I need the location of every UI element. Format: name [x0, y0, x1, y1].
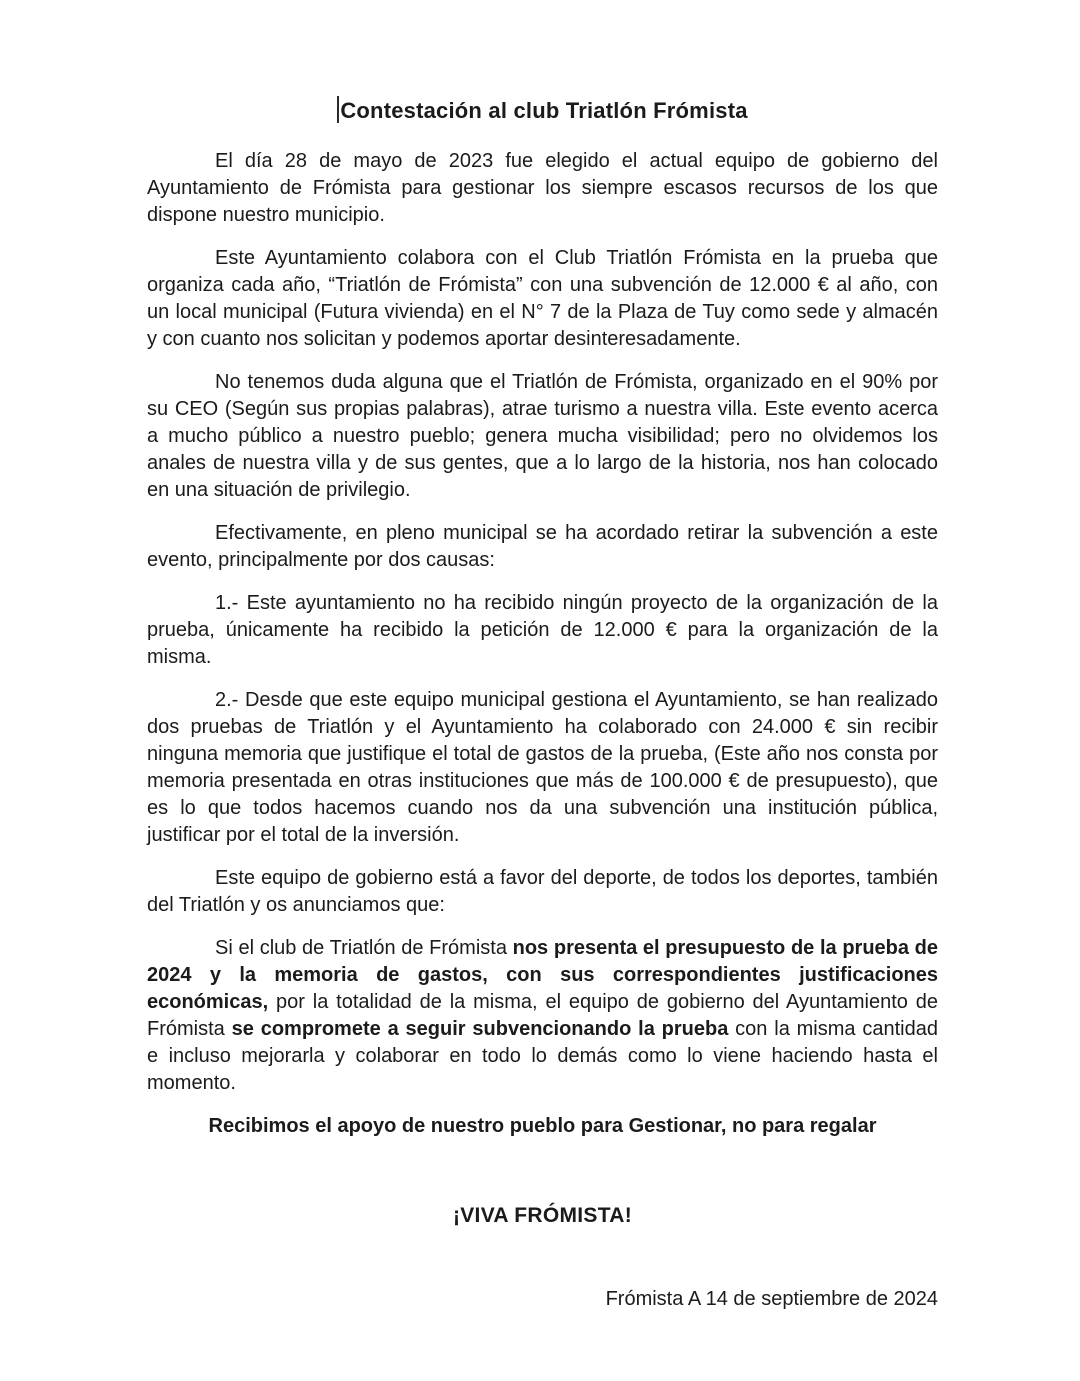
letter-body — [147, 148, 938, 1097]
text-run: 1.- Este ayuntamiento no ha recibido ningún proyecto de la organización de la prueba, únicamente ha recibido la petición de 12.000 € para la organización de la misma. — [147, 592, 938, 668]
paragraph — [147, 865, 938, 919]
text-run: nos presenta el presupuesto de la prueba de 2024 y la memoria de gastos, con sus correspondientes justificaciones económicas, — [147, 937, 939, 1013]
letter-title — [147, 96, 938, 126]
text-run: con la misma cantidad e incluso mejorarla y colaborar en todo lo demás como lo viene haciendo hasta el momento. — [147, 1018, 938, 1094]
paragraph — [147, 520, 938, 574]
date-line: Frómista A 14 de septiembre de 2024 — [605, 1288, 938, 1310]
text-run: Efectivamente, en pleno municipal se ha acordado retirar la subvención a este evento, principalmente por dos causas: — [147, 522, 938, 571]
closing-line: Recibimos el apoyo de nuestro pueblo para Gestionar, no para regalar — [208, 1115, 877, 1137]
text-run: Si el club de Triatlón de Frómista — [215, 937, 513, 959]
text-run: El día 28 de mayo de 2023 fue elegido el actual equipo de gobierno del Ayuntamiento de Frómista para gestionar los siempre escasos recursos de los que dispone nuestro municipio. — [147, 150, 938, 226]
text-run: por la totalidad de la misma, el equipo de gobierno del Ayuntamiento de Frómista — [147, 991, 938, 1040]
paragraph — [147, 687, 938, 849]
text-run: Este equipo de gobierno está a favor del deporte, de todos los deportes, también del Triatlón y os anunciamos que: — [147, 867, 938, 916]
text-run: se compromete a seguir subvencionando la prueba — [231, 1018, 729, 1040]
slogan-line: ¡VIVA FRÓMISTA! — [452, 1204, 633, 1227]
text-run: No tenemos duda alguna que el Triatlón de Frómista, organizado en el 90% por su CEO (Según sus propias palabras), atrae turismo a nuestra villa. Este evento acerca a mucho público a nuestro pueblo; genera mucha visibilidad; pero no olvidemos los anales de nuestra villa y de sus gentes, que a lo largo de la historia, nos han colocado en una situación de privilegio. — [147, 371, 938, 501]
paragraph — [147, 245, 938, 353]
letter-title-text: Contestación al club Triatlón Frómista — [340, 98, 748, 123]
paragraph — [147, 148, 938, 229]
text-run: 2.- Desde que este equipo municipal gestiona el Ayuntamiento, se han realizado dos pruebas de Triatlón y el Ayuntamiento ha colaborado con 24.000 € sin recibir ninguna memoria que justifique el total de gastos de la prueba, (Este año nos consta por memoria presentada en otras instituciones que más de 100.000 € de presupuesto), que es lo que todos hacemos cuando nos da una subvención una institución pública, justificar por el total de la inversión. — [147, 689, 938, 846]
text-run: Este Ayuntamiento colabora con el Club Triatlón Frómista en la prueba que organiza cada año, “Triatlón de Frómista” con una subvención de 12.000 € al año, con un local municipal (Futura vivienda) en el N° 7 de la Plaza de Tuy como sede y almacén y con cuanto nos solicitan y podemos aportar desinteresadamente. — [147, 247, 938, 350]
paragraph — [147, 369, 938, 504]
paragraph — [147, 590, 938, 671]
paragraph — [147, 935, 938, 1097]
